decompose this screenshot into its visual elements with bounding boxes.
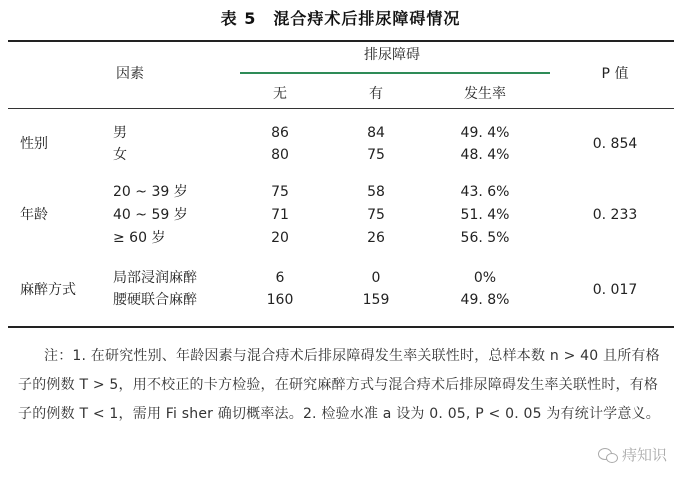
sub-label: 40 ~ 59 岁 xyxy=(113,207,188,223)
cell-p: 0. 854 xyxy=(592,136,638,152)
header-factor: 因素 xyxy=(116,66,144,82)
cell-no: 6 xyxy=(275,270,285,286)
sub-label: 男 xyxy=(113,125,127,141)
sub-label: 局部浸润麻醉 xyxy=(113,270,197,286)
cell-yes: 84 xyxy=(367,125,385,141)
cell-no: 80 xyxy=(271,147,289,163)
chat-bubble-icon xyxy=(598,447,618,463)
header-bottom-rule xyxy=(8,108,674,109)
header-no: 无 xyxy=(273,86,287,102)
cell-p: 0. 017 xyxy=(592,282,638,298)
cell-yes: 0 xyxy=(371,270,381,286)
cell-p: 0. 233 xyxy=(592,207,638,223)
cell-rate: 48. 4% xyxy=(460,147,510,163)
watermark xyxy=(598,444,667,465)
cell-rate: 56. 5% xyxy=(460,230,510,246)
sub-label: 女 xyxy=(113,147,127,163)
header-group-rule xyxy=(240,72,550,74)
cell-no: 160 xyxy=(266,292,294,308)
group-label: 性别 xyxy=(20,136,48,152)
group-label: 麻醉方式 xyxy=(20,282,76,298)
cell-no: 71 xyxy=(271,207,289,223)
watermark-text: 痔知识 xyxy=(621,446,667,464)
header-yes: 有 xyxy=(369,86,383,102)
cell-yes: 75 xyxy=(367,147,385,163)
group-label: 年龄 xyxy=(20,207,48,223)
table-note: 注：1. 在研究性别、年龄因素与混合痔术后排尿障碍发生率关联性时，总样本数 n > 40 且所有格子的例数 T > 5，用不校正的卡方检验，在研究麻醉方式与混合痔术后排尿障碍发生率关联性时，有格子的例数 T < 1，需用 Fi sher 确切概率法。2. 检验水准 a 设为 0. 05, P < 0. 05 为有统计学意义。 xyxy=(18,348,660,422)
cell-rate: 49. 4% xyxy=(460,125,510,141)
cell-no: 75 xyxy=(271,184,289,200)
cell-no: 86 xyxy=(271,125,289,141)
cell-rate: 0% xyxy=(473,270,497,286)
cell-yes: 58 xyxy=(367,184,385,200)
cell-rate: 49. 8% xyxy=(460,292,510,308)
cell-rate: 43. 6% xyxy=(460,184,510,200)
header-group: 排尿障碍 xyxy=(364,47,420,63)
cell-yes: 26 xyxy=(367,230,385,246)
header-rate: 发生率 xyxy=(464,86,506,102)
sub-label: 20 ~ 39 岁 xyxy=(113,184,188,200)
sub-label: 腰硬联合麻醉 xyxy=(113,292,197,308)
table-title: 表 5 混合痔术后排尿障碍情况 xyxy=(220,9,461,28)
table-bottom-rule xyxy=(8,326,674,328)
sub-label: ≥ 60 岁 xyxy=(113,230,166,246)
cell-yes: 75 xyxy=(367,207,385,223)
cell-no: 20 xyxy=(271,230,289,246)
table-top-rule xyxy=(8,40,674,42)
cell-yes: 159 xyxy=(362,292,390,308)
header-p: P 值 xyxy=(601,66,629,82)
cell-rate: 51. 4% xyxy=(460,207,510,223)
